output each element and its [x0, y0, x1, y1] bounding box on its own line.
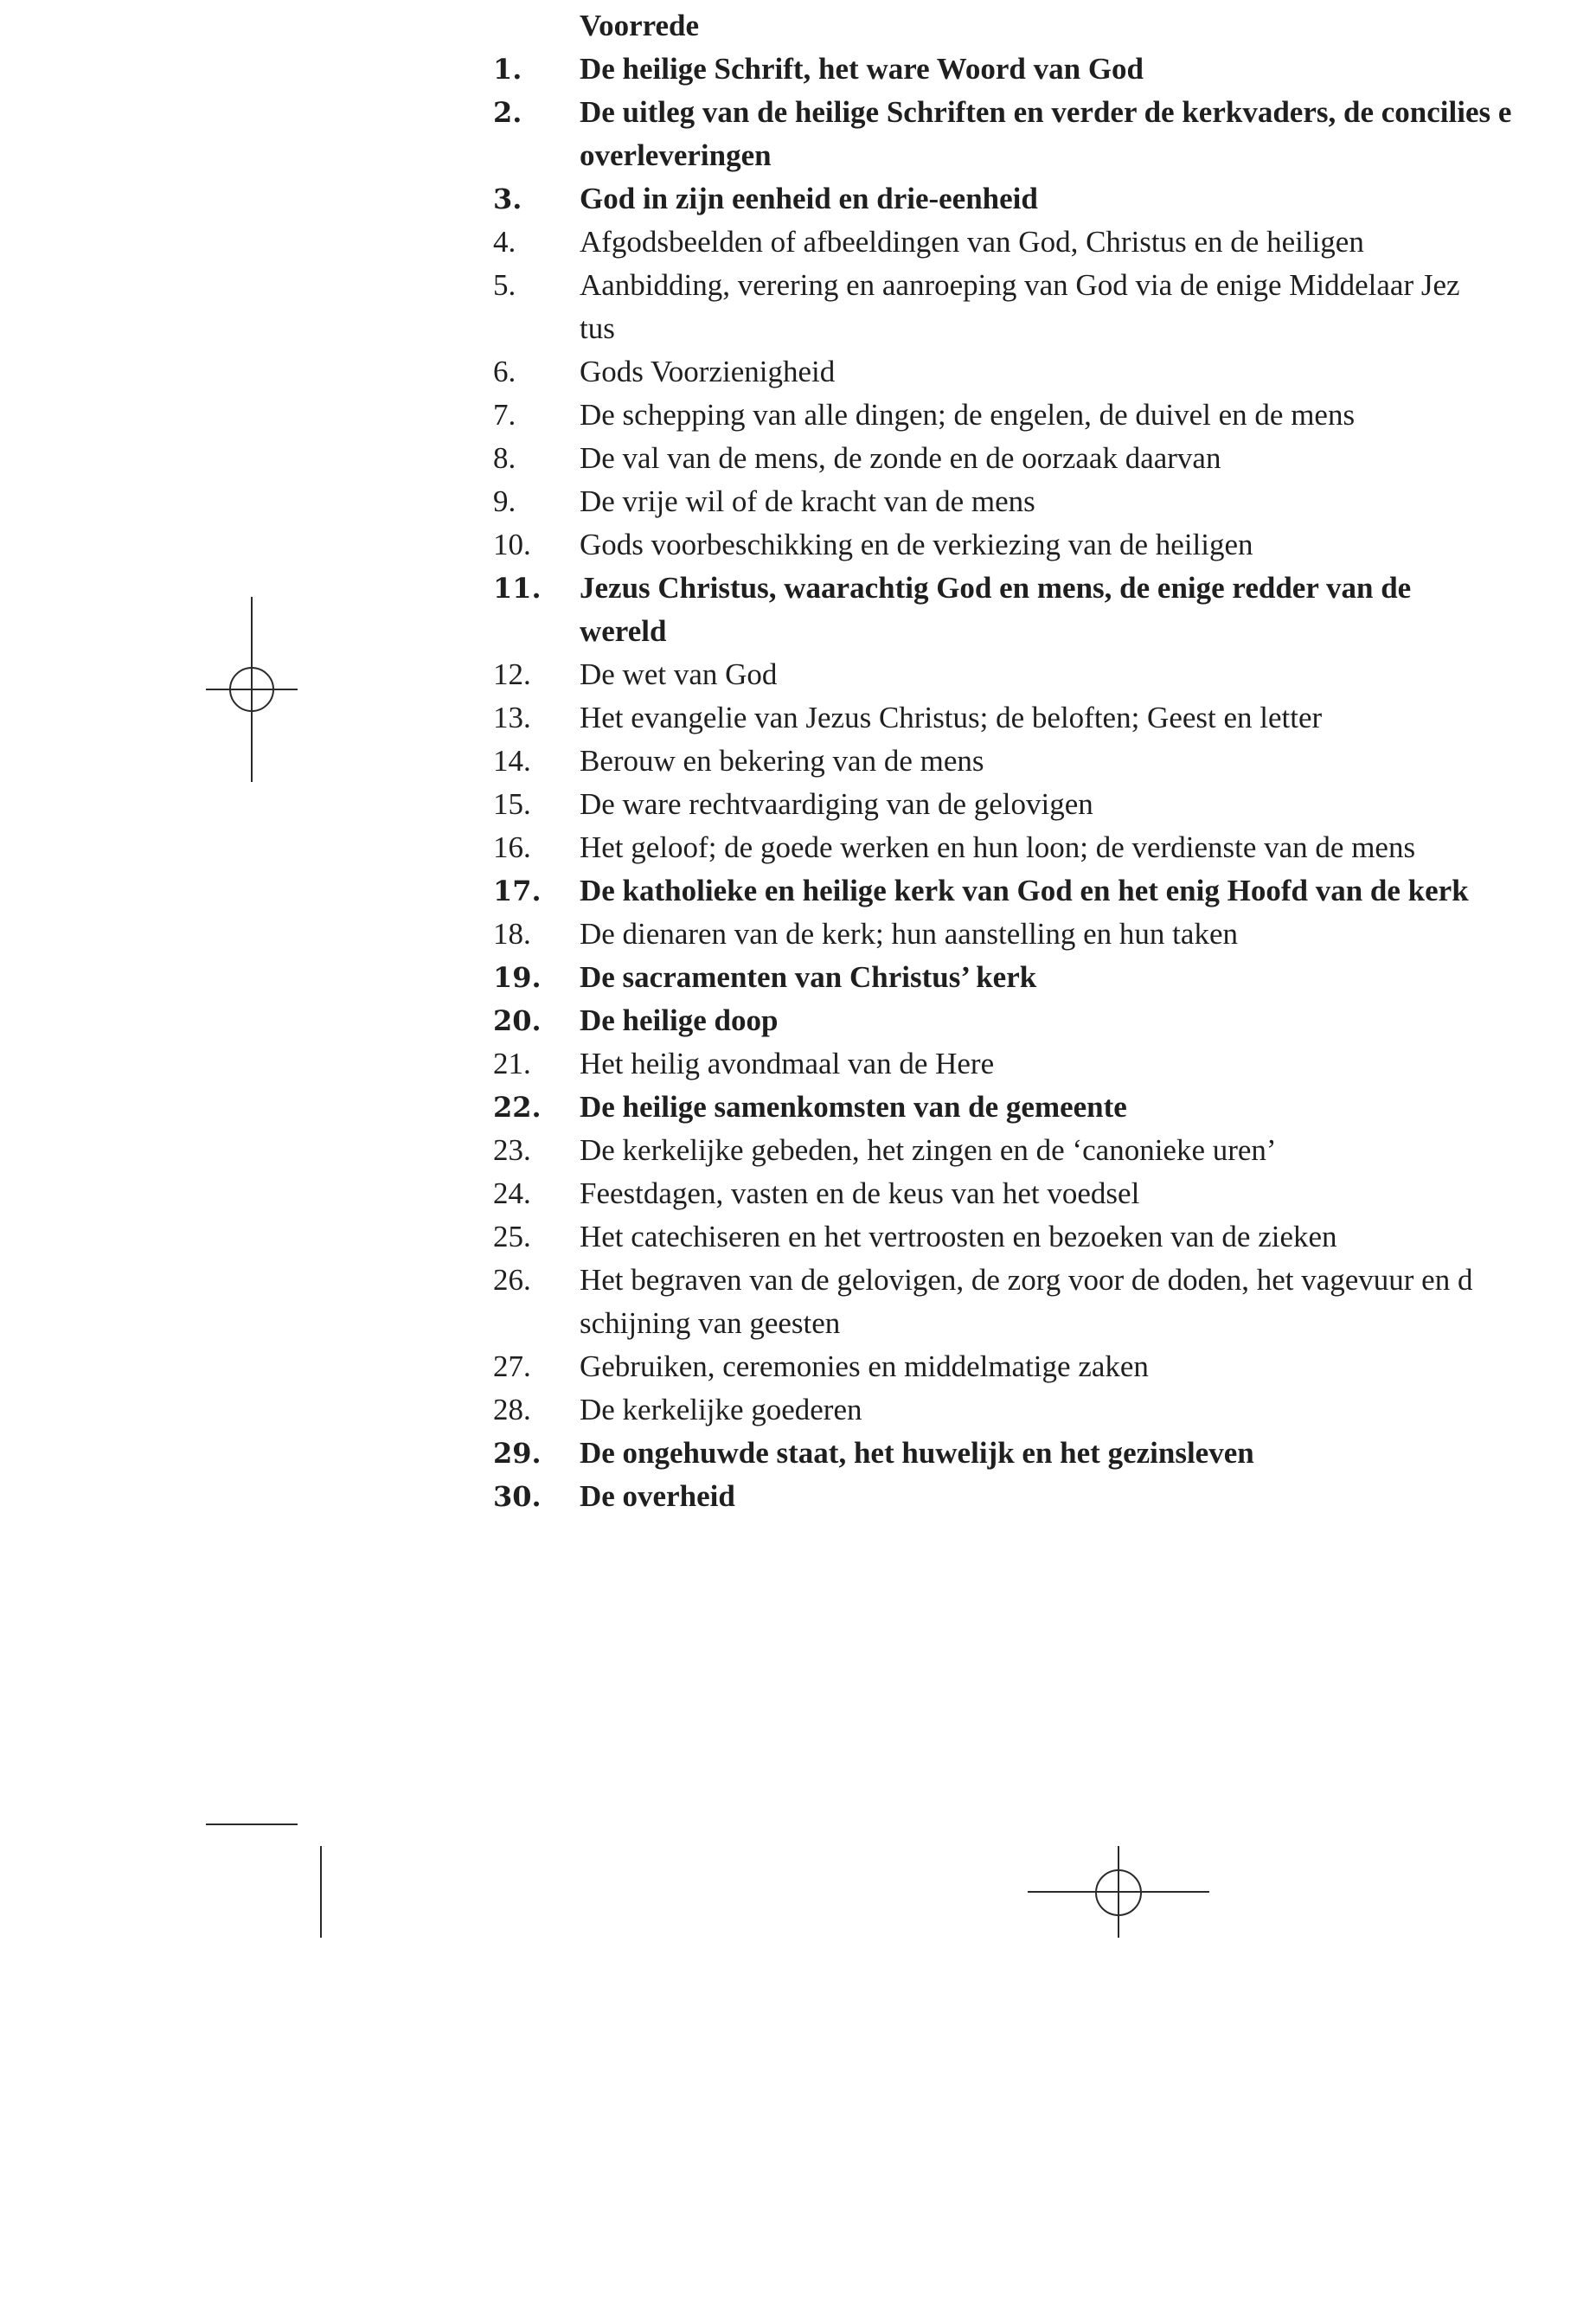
toc-entry-title-continuation: schijning van geesten	[580, 1306, 841, 1340]
toc-entry-number: 30.	[493, 1480, 542, 1513]
toc-entry-title-line: Gods voorbeschikking en de verkiezing van de heiligen	[580, 528, 1253, 561]
toc-entry-title-line: De schepping van alle dingen; de engelen, de duivel en de mens	[580, 398, 1356, 432]
toc-entry	[0, 480, 1596, 523]
toc-entry-title	[580, 826, 1596, 869]
toc-entry	[0, 221, 1596, 264]
toc-entry-number: 1.	[493, 53, 522, 86]
toc-entry-title	[580, 1345, 1596, 1388]
toc-entry-title	[580, 1388, 1596, 1432]
toc-entry	[0, 1432, 1596, 1475]
toc-entry-title	[580, 1172, 1596, 1215]
toc-entry-title-continuation: overleveringen	[580, 138, 772, 172]
toc-entry-number: 11.	[493, 572, 542, 605]
toc-entry-number: 17.	[493, 875, 542, 907]
toc-entry-title	[580, 4, 1596, 48]
toc-entry	[0, 826, 1596, 869]
toc-entry-title-line: Het evangelie van Jezus Christus; de beloften; Geest en letter	[580, 701, 1323, 734]
toc-entry-title-line: Aanbidding, verering en aanroeping van God via de enige Middelaar Jez	[580, 268, 1460, 302]
toc-entry-title	[580, 956, 1596, 999]
toc-entry	[0, 523, 1596, 567]
toc-entry-title-line: De kerkelijke gebeden, het zingen en de ‘canonieke uren’	[580, 1133, 1277, 1167]
toc-entry-number: 3.	[493, 183, 522, 215]
toc-entry-number: 9.	[493, 484, 516, 518]
toc-entry-number: 10.	[493, 528, 531, 561]
toc-entry	[0, 177, 1596, 221]
toc-entry-number: 19.	[493, 961, 542, 994]
toc-entry	[0, 567, 1596, 653]
toc-entry	[0, 394, 1596, 437]
registration-mark-circle	[1095, 1869, 1142, 1916]
toc-entry-title-line: Gebruiken, ceremonies en middelmatige zaken	[580, 1349, 1149, 1383]
toc-entry	[0, 1259, 1596, 1345]
toc-entry-title	[580, 523, 1596, 567]
toc-entry-title-line: De ware rechtvaardiging van de gelovigen	[580, 787, 1093, 821]
toc-entry-title-line: God in zijn eenheid en drie-eenheid	[580, 182, 1038, 215]
toc-entry-title	[580, 1432, 1596, 1475]
toc-entry	[0, 1345, 1596, 1388]
toc-entry	[0, 91, 1596, 177]
toc-entry	[0, 1042, 1596, 1086]
toc-entry-number: 6.	[493, 355, 516, 388]
toc-entry-title-line: Gods Voorzienigheid	[580, 355, 836, 388]
toc-entry-title-line: Feestdagen, vasten en de keus van het voedsel	[580, 1176, 1140, 1210]
toc-entry-title-line: Het heilig avondmaal van de Here	[580, 1047, 995, 1080]
toc-entry-title-line: Berouw en bekering van de mens	[580, 744, 984, 778]
toc-entry-number: 15.	[493, 787, 531, 821]
toc-entry-title-line: De heilige Schrift, het ware Woord van God	[580, 52, 1144, 86]
toc-entry	[0, 1172, 1596, 1215]
toc-entry	[0, 350, 1596, 394]
toc-entry-title	[580, 394, 1596, 437]
toc-entry-title	[580, 480, 1596, 523]
toc-entry	[0, 956, 1596, 999]
toc-entry-number: 18.	[493, 917, 531, 951]
toc-entry-title	[580, 869, 1596, 913]
toc-entry-title	[580, 999, 1596, 1042]
toc-entry-number: 12.	[493, 657, 531, 691]
toc-entry-number: 20.	[493, 1004, 542, 1037]
toc-entry-number: 2.	[493, 96, 522, 129]
toc-entry	[0, 869, 1596, 913]
toc-entry-number: 4.	[493, 225, 516, 259]
toc-entry	[0, 1388, 1596, 1432]
toc-entry-number: 5.	[493, 268, 516, 302]
toc-entry	[0, 999, 1596, 1042]
toc-entry-title-continuation: wereld	[580, 614, 667, 648]
toc-entry	[0, 264, 1596, 350]
toc-entry-title	[580, 264, 1596, 350]
toc-entry-number: 21.	[493, 1047, 531, 1080]
toc-entry-title	[580, 1086, 1596, 1129]
toc-entry-title	[580, 1259, 1596, 1345]
toc-entry-number: 8.	[493, 441, 516, 475]
toc-entry-title-line: De vrije wil of de kracht van de mens	[580, 484, 1035, 518]
toc-entry	[0, 740, 1596, 783]
toc-entry-title-line: Het catechiseren en het vertroosten en bezoeken van de zieken	[580, 1220, 1337, 1253]
toc-entry-title	[580, 437, 1596, 480]
toc-entry-title-line: De heilige samenkomsten van de gemeente	[580, 1090, 1127, 1124]
toc-entry-number: 7.	[493, 398, 516, 432]
toc-entry-title	[580, 48, 1596, 91]
toc-entry-title-line: De val van de mens, de zonde en de oorzaak daarvan	[580, 441, 1221, 475]
toc-entry-number: 22.	[493, 1091, 542, 1124]
toc-entry-title-line: Jezus Christus, waarachtig God en mens, de enige redder van de	[580, 571, 1412, 605]
toc-entry-title	[580, 221, 1596, 264]
toc-entry-title-line: De katholieke en heilige kerk van God en het enig Hoofd van de kerk	[580, 874, 1469, 907]
toc-entry-title-line: De sacramenten van Christus’ kerk	[580, 960, 1037, 994]
toc-entry-title-line: De uitleg van de heilige Schriften en verder de kerkvaders, de concilies e	[580, 95, 1512, 129]
toc-entry-title	[580, 1129, 1596, 1172]
toc-entry	[0, 1086, 1596, 1129]
toc-entry-title-line: De wet van God	[580, 657, 778, 691]
toc-entry	[0, 1215, 1596, 1259]
toc-entry-title-line: Het geloof; de goede werken en hun loon; de verdienste van de mens	[580, 830, 1416, 864]
toc-entry-number: 26.	[493, 1263, 531, 1297]
toc-entry-title-line: De dienaren van de kerk; hun aanstelling en hun taken	[580, 917, 1238, 951]
toc-entry-number: 24.	[493, 1176, 531, 1210]
crop-mark-line	[206, 1823, 298, 1825]
toc-entry-title-line: De kerkelijke goederen	[580, 1393, 862, 1426]
toc-entry-title	[580, 350, 1596, 394]
toc-entry	[0, 48, 1596, 91]
toc-entry-number: 13.	[493, 701, 531, 734]
toc-entry-title	[580, 1042, 1596, 1086]
crop-mark-line	[320, 1846, 322, 1938]
toc-entry-title	[580, 696, 1596, 740]
toc-entry-number: 29.	[493, 1437, 542, 1470]
toc-entry-title-line: De overheid	[580, 1479, 735, 1513]
toc-entry-number: 16.	[493, 830, 531, 864]
toc-entry-title	[580, 783, 1596, 826]
toc-entry-number: 23.	[493, 1133, 531, 1167]
registration-mark-circle	[229, 667, 274, 712]
toc-entry-title-line: De ongehuwde staat, het huwelijk en het gezinsleven	[580, 1436, 1254, 1470]
toc-entry-number: 27.	[493, 1349, 531, 1383]
toc-entry	[0, 1129, 1596, 1172]
toc-entry-title	[580, 177, 1596, 221]
toc-entry-title	[580, 740, 1596, 783]
toc-entry-number: 14.	[493, 744, 531, 778]
toc-entry-title-line: Afgodsbeelden of afbeeldingen van God, Christus en de heiligen	[580, 225, 1364, 259]
toc-entry-title-line: Voorrede	[580, 9, 700, 42]
toc-entry-title-line: Het begraven van de gelovigen, de zorg voor de doden, het vagevuur en d	[580, 1263, 1473, 1297]
toc-entry-title	[580, 1215, 1596, 1259]
toc-entry-title	[580, 653, 1596, 696]
toc-entry	[0, 913, 1596, 956]
toc-entry-number: 28.	[493, 1393, 531, 1426]
toc-entry-title	[580, 567, 1596, 653]
toc-entry-title	[580, 913, 1596, 956]
toc-entry	[0, 783, 1596, 826]
toc-entry	[0, 1475, 1596, 1518]
toc-entry-title-continuation: tus	[580, 311, 615, 345]
toc-entry	[0, 4, 1596, 48]
toc-entry-number: 25.	[493, 1220, 531, 1253]
toc-entry-title	[580, 1475, 1596, 1518]
toc-entry	[0, 437, 1596, 480]
toc-entry-title	[580, 91, 1596, 177]
toc-entry-title-line: De heilige doop	[580, 1003, 779, 1037]
